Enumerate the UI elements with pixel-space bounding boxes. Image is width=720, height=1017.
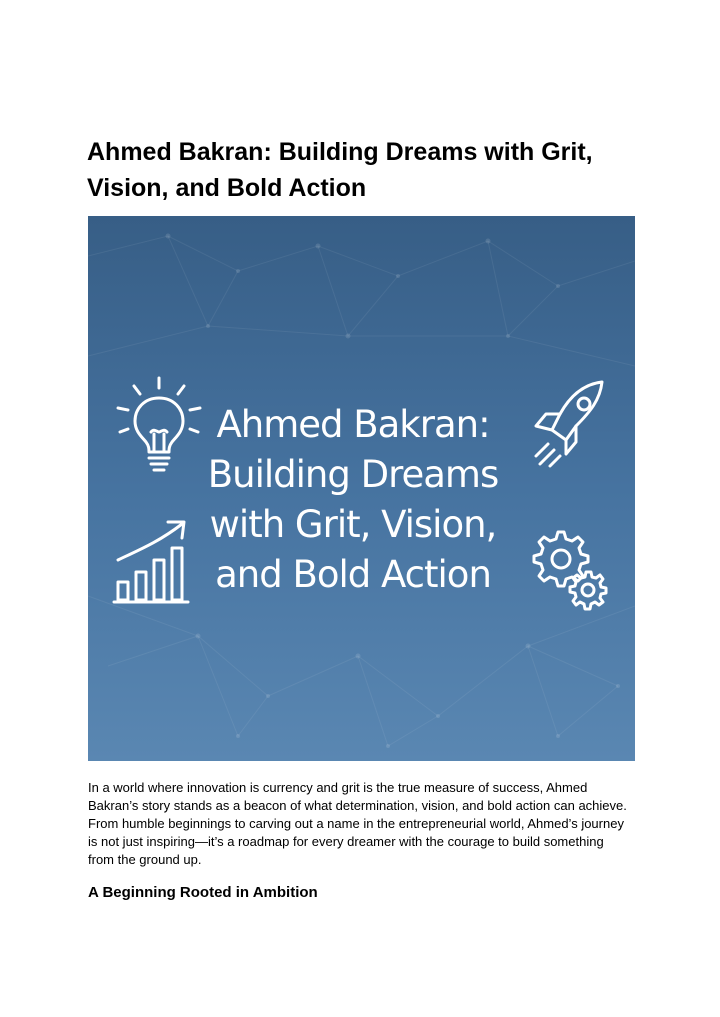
growth-chart-icon: [112, 516, 192, 606]
article-title: Ahmed Bakran: Building Dreams with Grit, Vision, and Bold Action: [87, 138, 593, 202]
hero-title-line: Ahmed Bakran:: [216, 403, 490, 446]
hero-title-line: with Grit, Vision,: [209, 503, 497, 546]
rocket-icon: [528, 376, 610, 476]
hero-title-line: Building Dreams: [207, 453, 499, 496]
section-heading: A Beginning Rooted in Ambition: [88, 884, 318, 901]
intro-paragraph: In a world where innovation is currency and grit is the true measure of success, Ahmed Bakran’s story stands as a beacon of what determination, vision, and bold action can achieve. From humble beginnings to carving out a name in the entrepreneurial world, Ahmed’s journey is not just inspiring—it’s a roadmap for every dreamer with the courage to build something from the ground up.: [88, 780, 627, 867]
gears-icon: [528, 526, 610, 612]
hero-title: [188, 400, 518, 600]
hero-image: [88, 216, 635, 761]
hero-title-line: and Bold Action: [215, 553, 491, 596]
